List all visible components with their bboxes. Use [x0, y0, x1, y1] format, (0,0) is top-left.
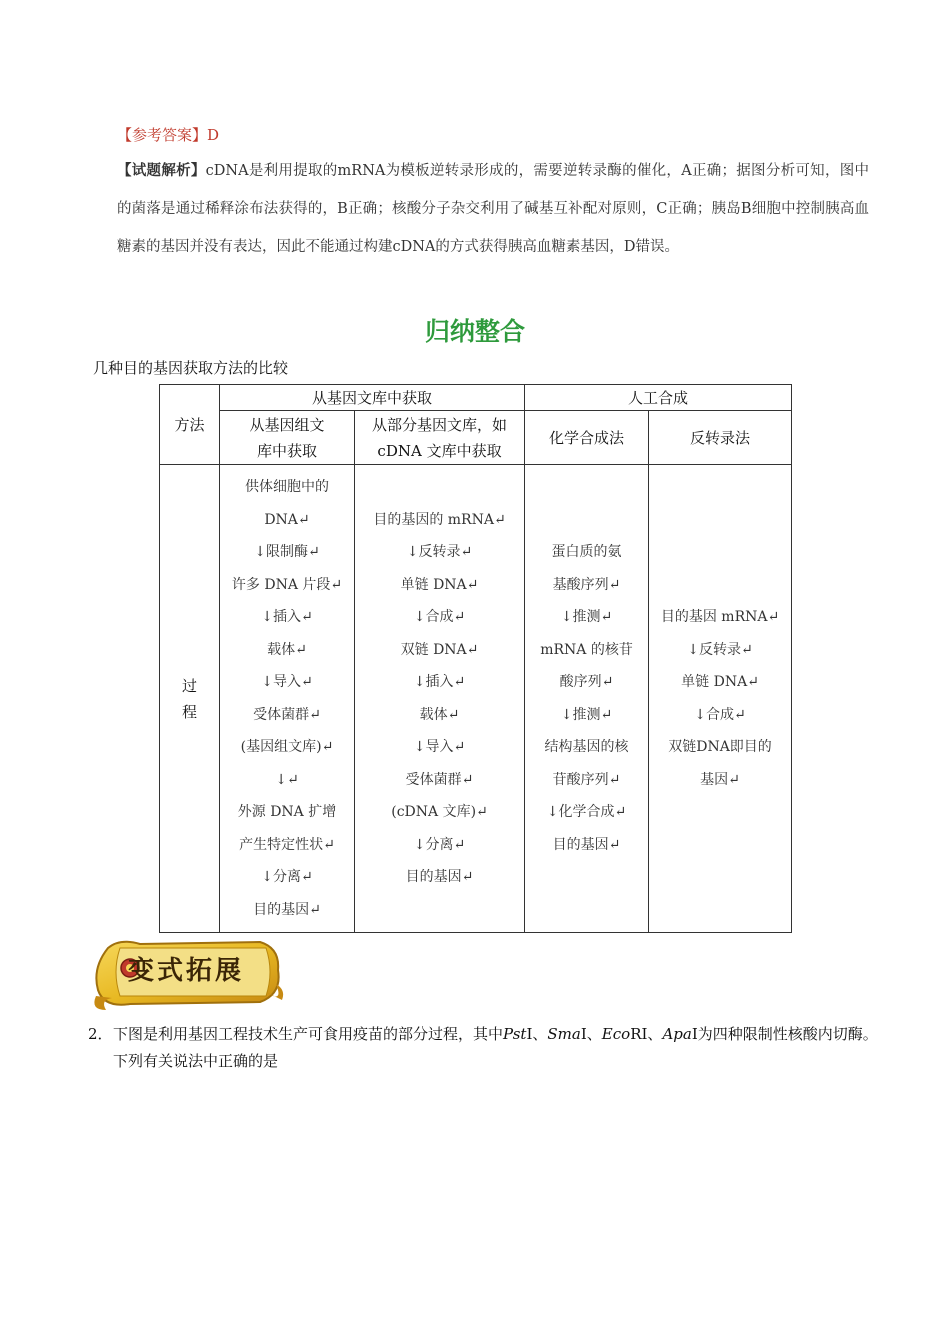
- header-partial-line: cDNA 文库中获取: [377, 441, 502, 460]
- row-label-char: 程: [181, 702, 197, 721]
- row-label-char: 过: [181, 676, 197, 695]
- reference-answer: [117, 124, 219, 145]
- process-step: ↓反转录↵: [687, 641, 753, 658]
- question-text: 下图是利用基因工程技术生产可食用疫苗的部分过程，其中PstI、SmaI、EcoRI、ApaI为四种限制性核酸内切酶。下列有关说法中正确的是: [113, 1025, 878, 1070]
- process-step: mRNA 的核苷: [540, 641, 633, 658]
- process-partial: [355, 465, 525, 933]
- process-step: ↓分离↵: [413, 836, 466, 853]
- answer-value: D: [207, 126, 220, 144]
- question-text-part: 下图是利用基因工程技术生产可食用疫苗的部分过程，其中: [113, 1025, 504, 1043]
- process-step: 目的基因↵: [552, 836, 621, 853]
- analysis-text: cDNA是利用提取的mRNA为模板逆转录形成的，需要逆转录酶的催化，A正确；据图分析可知，图中的菌落是通过稀释涂布法获得的，B正确；核酸分子杂交利用了碱基互补配对原则，C正确；胰岛B细胞中控制胰高血糖素的基因并没有表达，因此不能通过构建cDNA的方式获得胰高血糖素基因，D错误。: [117, 163, 869, 255]
- enzyme-name: Eco: [601, 1025, 631, 1043]
- process-step: ↓推测↵: [560, 609, 613, 625]
- process-step: ↓化学合成↵: [546, 804, 627, 820]
- process-step: 许多 DNA 片段↵: [231, 576, 343, 593]
- process-chemical: [525, 465, 649, 933]
- table-caption: 几种目的基因获取方法的比较: [93, 359, 289, 377]
- process-genomic: [220, 465, 355, 933]
- question-2: [88, 1021, 878, 1075]
- enzyme-suffix: I: [526, 1025, 533, 1043]
- header-partial-library: [355, 411, 525, 465]
- process-step: (基因组文库)↵: [240, 739, 334, 755]
- process-step: DNA↵: [264, 511, 310, 528]
- process-step: 单链 DNA↵: [400, 576, 479, 593]
- header-reverse-transcription: 反转录法: [649, 411, 792, 465]
- process-step: ↓导入↵: [261, 674, 313, 690]
- process-reverse: [649, 465, 792, 933]
- process-step: 单链 DNA↵: [681, 674, 759, 690]
- process-step: ↓分离↵: [261, 869, 313, 885]
- header-synthesis: 人工合成: [525, 385, 792, 411]
- process-step: 载体↵: [419, 706, 460, 723]
- header-genomic-line: 从基因组文: [249, 415, 325, 434]
- comparison-table: [159, 384, 792, 933]
- question-text-part: 为四种限制性核酸内切酶。下列有关说法中正确的是: [113, 1025, 878, 1070]
- question-number: 2．: [88, 1025, 113, 1043]
- answer-label: 【参考答案】: [117, 126, 208, 144]
- process-step: 基因↵: [700, 771, 740, 788]
- badge-text: 变式拓展: [128, 956, 245, 986]
- process-step: ↓反转录↵: [406, 544, 473, 560]
- process-step: ↓限制酶↵: [254, 544, 320, 560]
- header-chemical-synthesis: 化学合成法: [525, 411, 649, 465]
- process-step: 苷酸序列↵: [552, 771, 621, 788]
- process-step: 双链DNA即目的: [668, 739, 772, 755]
- process-step: 酸序列↵: [559, 674, 614, 690]
- process-step: 供体细胞中的: [245, 479, 329, 495]
- process-step: 基酸序列↵: [552, 576, 621, 593]
- process-step: 双链 DNA↵: [400, 641, 479, 658]
- process-step: 目的基因 mRNA↵: [660, 609, 780, 625]
- process-step: ↓合成↵: [413, 609, 466, 625]
- process-step: 载体↵: [267, 641, 307, 658]
- enzyme-suffix: RI: [630, 1025, 648, 1043]
- process-step: 蛋白质的氨: [551, 544, 622, 560]
- process-step: ↓推测↵: [560, 706, 613, 723]
- process-step: (cDNA 文库)↵: [391, 804, 488, 820]
- process-step: 产生特定性状↵: [239, 836, 335, 853]
- header-genomic-line: 库中获取: [256, 441, 317, 460]
- process-step: 目的基因的 mRNA↵: [373, 511, 506, 528]
- enzyme-suffix: I: [691, 1025, 698, 1043]
- process-step: ↓插入↵: [261, 609, 313, 625]
- enzyme-name: Pst: [503, 1025, 527, 1043]
- process-step: ↓插入↵: [413, 674, 466, 690]
- row-label-process: [160, 465, 220, 933]
- process-step: ↓↵: [275, 771, 299, 788]
- enzyme-suffix: I: [580, 1025, 587, 1043]
- process-step: 目的基因↵: [405, 869, 474, 885]
- process-step: 受体菌群↵: [253, 706, 321, 723]
- header-library: 从基因文库中获取: [220, 385, 525, 411]
- analysis-paragraph: [117, 152, 869, 266]
- header-partial-line: 从部分基因文库，如: [372, 415, 508, 434]
- enzyme-name: Sma: [547, 1025, 581, 1043]
- section-title: 归纳整合: [424, 317, 525, 346]
- process-step: 目的基因↵: [253, 901, 321, 918]
- header-genomic-library: [220, 411, 355, 465]
- analysis-label: 【试题解析】: [117, 162, 206, 179]
- process-step: 外源 DNA 扩增: [237, 804, 337, 820]
- process-step: 结构基因的核: [544, 739, 629, 755]
- process-step: ↓导入↵: [413, 739, 466, 755]
- header-method: 方法: [160, 385, 220, 465]
- process-step: ↓合成↵: [694, 706, 746, 723]
- enzyme-name: Apa: [662, 1025, 692, 1043]
- process-step: 受体菌群↵: [405, 771, 474, 788]
